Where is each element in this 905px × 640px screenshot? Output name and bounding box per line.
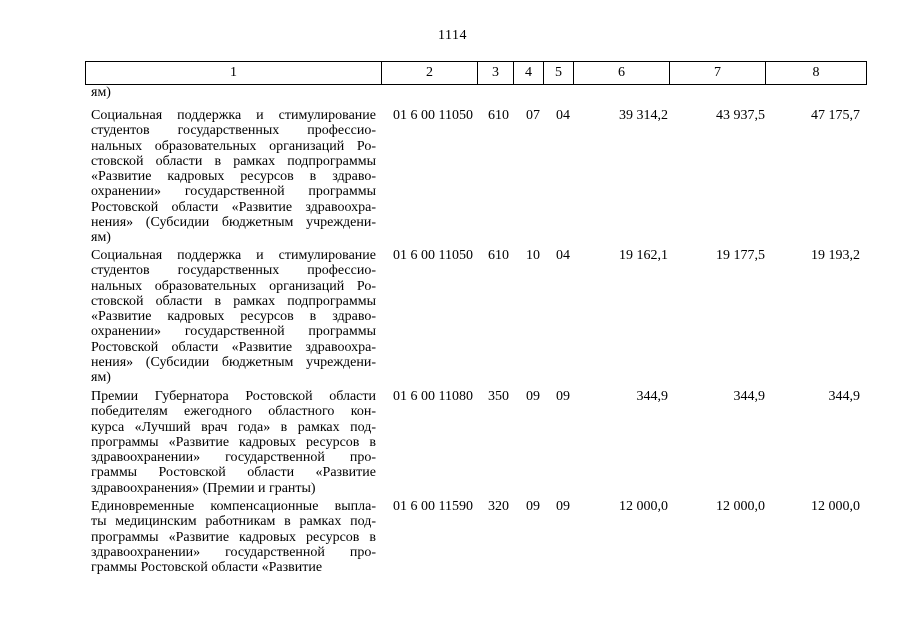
description-line: студентов государственных профессио- <box>91 263 376 279</box>
description-line: нальных образовательных организаций Ро- <box>91 278 376 294</box>
description-line: нения» (Субсидии бюджетным учреждени- <box>91 215 376 231</box>
section-code: 07 <box>526 108 540 123</box>
description-line: ям) <box>91 370 111 386</box>
column-header-6: 6 <box>574 62 670 85</box>
expense-type-code: 610 <box>488 248 509 263</box>
description-line: Социальная поддержка и стимулирование <box>91 108 376 123</box>
target-article-code: 01 6 00 11590 <box>393 499 473 514</box>
description-line: ям) <box>91 230 111 246</box>
target-article-code: 01 6 00 11050 <box>393 248 473 263</box>
description-line: здравоохранении» государственной про- <box>91 450 376 466</box>
description-line: нальных образовательных организаций Ро- <box>91 138 376 154</box>
description-line: стовской области в рамках подпрограммы <box>91 153 376 169</box>
amount-col-6: 344,9 <box>636 389 668 404</box>
expense-type-code: 610 <box>488 108 509 123</box>
description-line: победителям ежегодного областного кон- <box>91 404 376 420</box>
description-line: охранении» государственной программы <box>91 184 376 200</box>
section-code: 09 <box>526 389 540 404</box>
description-line: Премии Губернатора Ростовской области <box>91 389 376 404</box>
expense-type-code: 320 <box>488 499 509 514</box>
column-header-row <box>86 62 867 85</box>
amount-col-8: 47 175,7 <box>811 108 860 123</box>
column-header-5: 5 <box>544 62 574 85</box>
subsection-code: 09 <box>556 499 570 514</box>
subsection-code: 09 <box>556 389 570 404</box>
row-description <box>91 499 376 575</box>
column-header-3: 3 <box>478 62 514 85</box>
description-line: «Развитие кадровых ресурсов в здраво- <box>91 169 376 185</box>
amount-col-8: 19 193,2 <box>811 248 860 263</box>
amount-col-8: 12 000,0 <box>811 499 860 514</box>
section-code: 09 <box>526 499 540 514</box>
amount-col-8: 344,9 <box>828 389 860 404</box>
amount-col-6: 12 000,0 <box>619 499 668 514</box>
description-line: Ростовской области «Развитие здравоохра- <box>91 199 376 215</box>
target-article-code: 01 6 00 11080 <box>393 389 473 404</box>
row-description <box>91 108 376 246</box>
amount-col-7: 344,9 <box>733 389 765 404</box>
page-number: 1114 <box>438 28 467 43</box>
continued-text: ям) <box>91 85 111 100</box>
description-line: стовской области в рамках подпрограммы <box>91 293 376 309</box>
amount-col-6: 19 162,1 <box>619 248 668 263</box>
description-line: студентов государственных профессио- <box>91 123 376 139</box>
column-header-2: 2 <box>382 62 478 85</box>
column-header-table <box>85 61 867 85</box>
description-line: ты медицинским работникам в рамках под- <box>91 514 376 530</box>
description-line: охранении» государственной программы <box>91 324 376 340</box>
expense-type-code: 350 <box>488 389 509 404</box>
description-line: программы «Развитие кадровых ресурсов в <box>91 434 376 450</box>
description-line: «Развитие кадровых ресурсов в здраво- <box>91 309 376 325</box>
row-description <box>91 248 376 386</box>
row-description <box>91 389 376 496</box>
subsection-code: 04 <box>556 108 570 123</box>
description-line: нения» (Субсидии бюджетным учреждени- <box>91 355 376 371</box>
column-header-1: 1 <box>86 62 382 85</box>
description-line: курса «Лучший врач года» в рамках под- <box>91 419 376 435</box>
column-header-7: 7 <box>670 62 766 85</box>
column-header-4: 4 <box>514 62 544 85</box>
amount-col-7: 43 937,5 <box>716 108 765 123</box>
description-line: граммы Ростовской области «Развитие <box>91 465 376 481</box>
section-code: 10 <box>526 248 540 263</box>
description-line: здравоохранения» (Премии и гранты) <box>91 480 316 496</box>
target-article-code: 01 6 00 11050 <box>393 108 473 123</box>
column-header-8: 8 <box>766 62 867 85</box>
subsection-code: 04 <box>556 248 570 263</box>
description-line: программы «Развитие кадровых ресурсов в <box>91 529 376 545</box>
description-line: граммы Ростовской области «Развитие <box>91 560 323 576</box>
description-line: Ростовской области «Развитие здравоохра- <box>91 339 376 355</box>
amount-col-6: 39 314,2 <box>619 108 668 123</box>
amount-col-7: 19 177,5 <box>716 248 765 263</box>
amount-col-7: 12 000,0 <box>716 499 765 514</box>
description-line: Социальная поддержка и стимулирование <box>91 248 376 263</box>
description-line: Единовременные компенсационные выпла- <box>91 499 376 514</box>
description-line: здравоохранении» государственной про- <box>91 544 376 560</box>
